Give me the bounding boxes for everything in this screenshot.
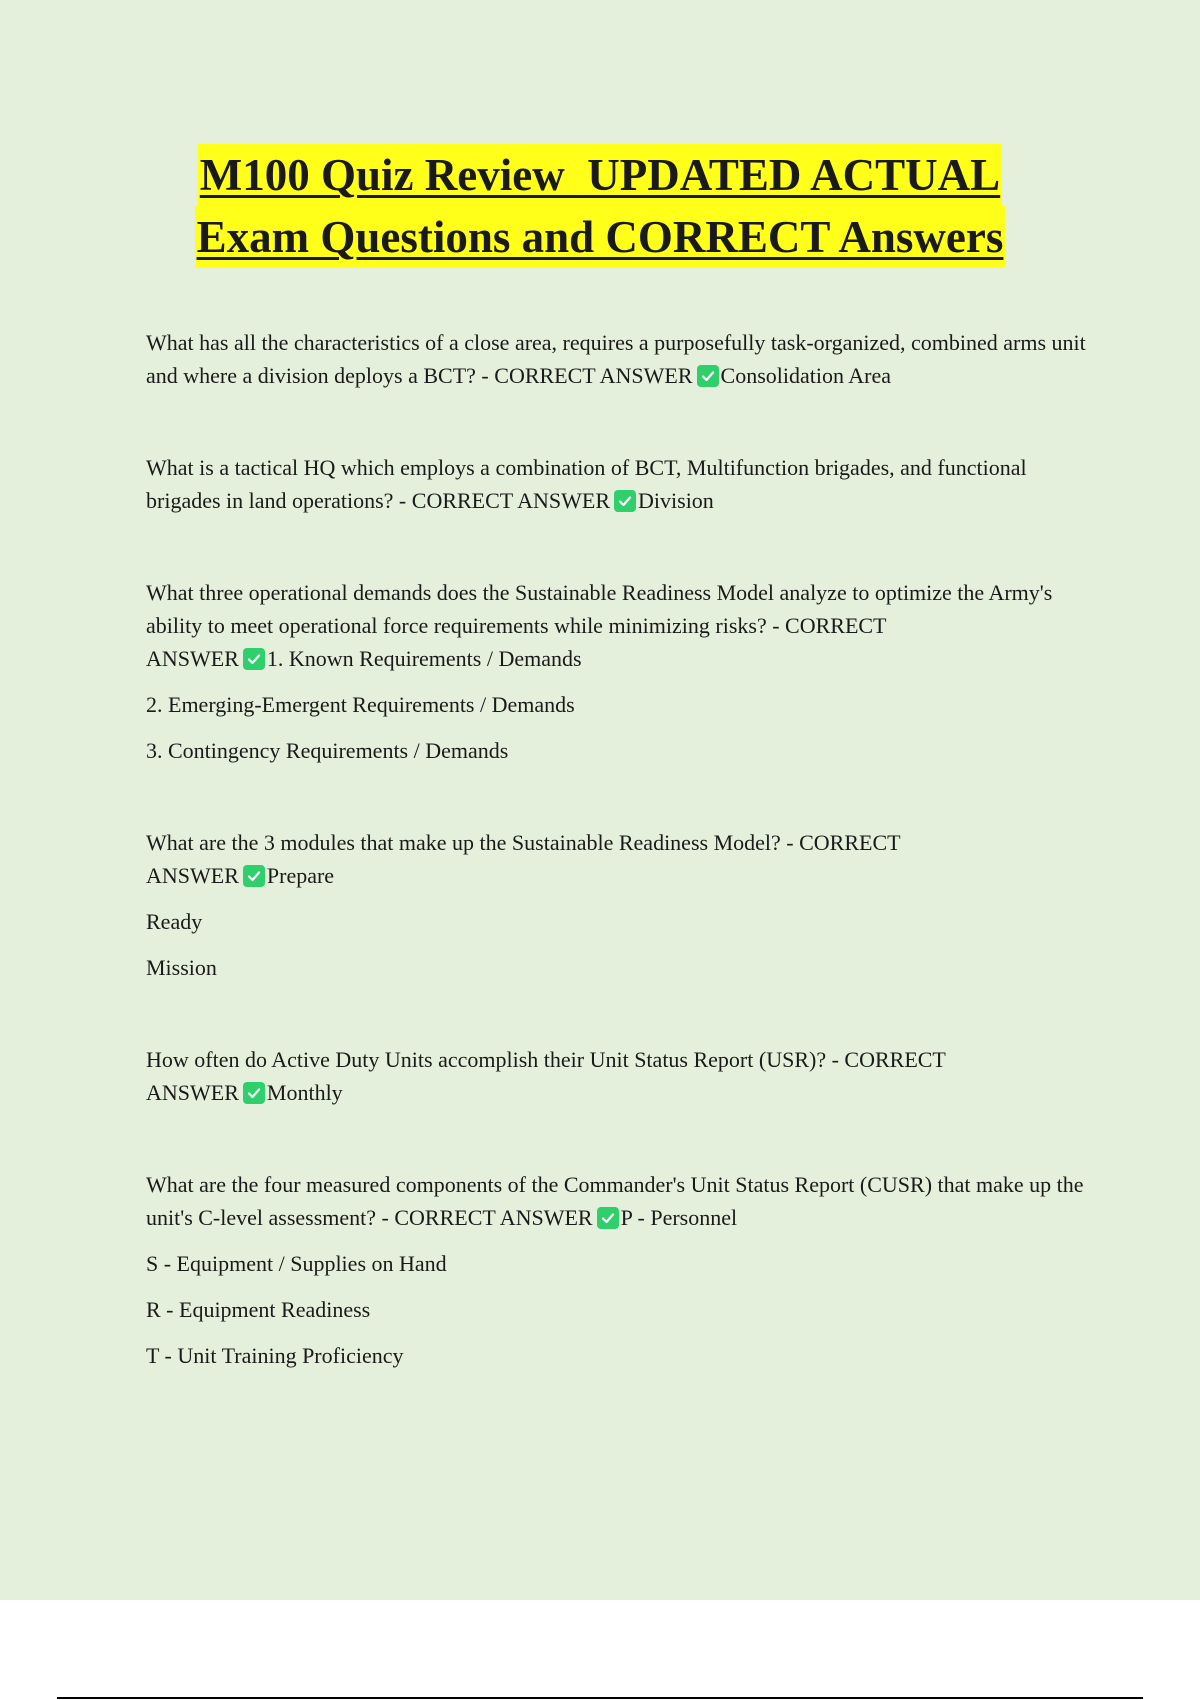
qa-item <box>146 1168 1096 1372</box>
qa-text <box>146 451 1096 517</box>
question-text: What are the 3 modules that make up the Sustainable Readiness Model? - <box>146 830 800 855</box>
answer-text: P - Personnel <box>620 1205 738 1230</box>
qa-text <box>146 826 1096 892</box>
answer-marker: CORRECT ANSWER <box>394 1205 593 1230</box>
answer-marker-part-2: ANSWER <box>146 863 239 888</box>
answer-line: Ready <box>146 909 203 934</box>
check-mark-icon <box>243 648 265 670</box>
answer-marker-part-1: CORRECT <box>844 1047 946 1072</box>
question-text: What has all the characteristics of a close area, requires a purposefully task-organized, combined arms unit and where a division deploys a BCT? - <box>146 330 1086 388</box>
answer-text: Prepare <box>266 863 335 888</box>
qa-item <box>146 576 1096 767</box>
question-text: What are the four measured components of the Commander's Unit Status Report (CUSR) that make up the unit's C-level assessment? - <box>146 1172 1084 1230</box>
answer-marker-part-2: ANSWER <box>146 646 239 671</box>
answer-line: S - Equipment / Supplies on Hand <box>146 1251 447 1276</box>
question-text: How often do Active Duty Units accomplish their Unit Status Report (USR)? - <box>146 1047 845 1072</box>
answer-line: R - Equipment Readiness <box>146 1297 371 1322</box>
page-divider <box>57 1697 1143 1699</box>
check-mark-icon <box>243 1082 265 1104</box>
answer-line: 2. Emerging-Emergent Requirements / Demands <box>146 692 575 717</box>
qa-text <box>146 326 1096 392</box>
question-text: What is a tactical HQ which employs a combination of BCT, Multifunction brigades, and functional brigades in land operations? - <box>146 455 1027 513</box>
title-line-1: M100 Quiz Review UPDATED ACTUAL <box>198 144 1002 206</box>
qa-text <box>146 1043 1096 1109</box>
title-line-2: Exam Questions and CORRECT Answers <box>195 206 1006 268</box>
answer-marker: CORRECT ANSWER <box>411 488 611 513</box>
answer-marker-part-2: ANSWER <box>146 1080 239 1105</box>
answer-text: Consolidation Area <box>720 363 891 388</box>
answer-marker-part-1: CORRECT <box>799 830 901 855</box>
answer-line: T - Unit Training Proficiency <box>146 1343 404 1368</box>
check-mark-icon <box>697 365 719 387</box>
answer-line: 3. Contingency Requirements / Demands <box>146 738 509 763</box>
check-mark-icon <box>243 865 265 887</box>
qa-text <box>146 576 1096 675</box>
answer-text: Monthly <box>266 1080 343 1105</box>
question-text: What three operational demands does the Sustainable Readiness Model analyze to optimize the Army's ability to meet operational force requirements while minimizing risks? - <box>146 580 1053 638</box>
qa-item <box>146 1043 1096 1109</box>
answer-marker: CORRECT ANSWER <box>494 363 693 388</box>
qa-list <box>146 326 1096 1431</box>
qa-item <box>146 451 1096 517</box>
check-mark-icon <box>597 1207 619 1229</box>
answer-line: Mission <box>146 955 217 980</box>
qa-item <box>146 826 1096 984</box>
answer-text: Division <box>638 488 714 513</box>
answer-text: 1. Known Requirements / Demands <box>266 646 582 671</box>
document-title <box>0 144 1200 268</box>
qa-text <box>146 1168 1096 1234</box>
check-mark-icon <box>614 490 636 512</box>
answer-marker-part-1: CORRECT <box>785 613 887 638</box>
qa-item <box>146 326 1096 392</box>
